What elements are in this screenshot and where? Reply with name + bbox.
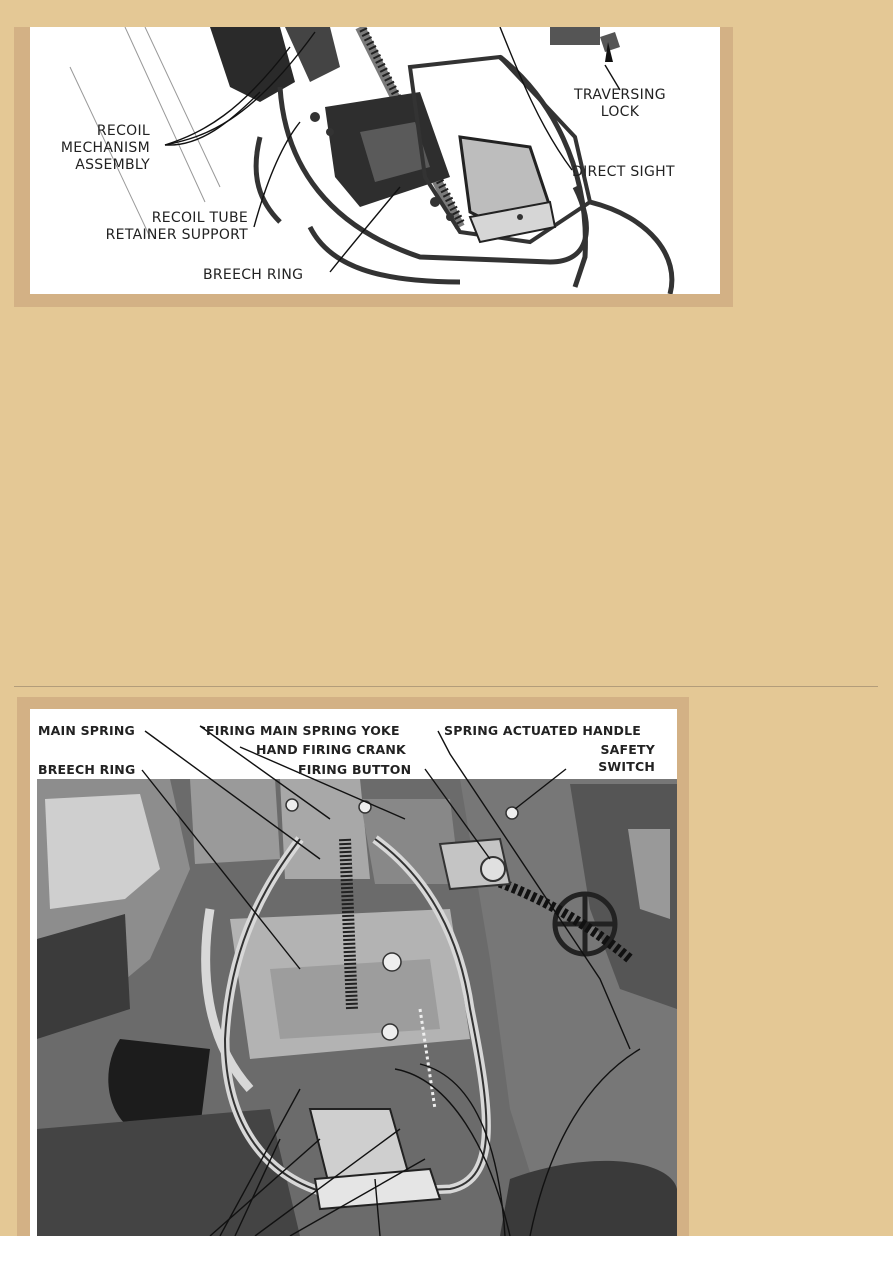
section-divider <box>14 686 878 687</box>
top-figure-plate <box>30 27 720 294</box>
bottom-figure-photo <box>30 709 677 1236</box>
label-breech-ring-bottom: BREECH RING <box>38 762 136 777</box>
label-firing-main-spring-yoke: FIRING MAIN SPRING YOKE <box>206 723 400 738</box>
label-breech-ring-top: BREECH RING <box>203 267 304 283</box>
label-spring-actuated-handle: SPRING ACTUATED HANDLE <box>444 723 642 738</box>
label-traversing-lock: TRAVERSING LOCK <box>574 87 666 120</box>
label-firing-button: FIRING BUTTON <box>298 762 412 777</box>
label-recoil-mechanism-assembly: RECOIL MECHANISM ASSEMBLY <box>60 123 150 173</box>
bottom-figure-plate <box>30 709 677 1236</box>
label-main-spring: MAIN SPRING <box>38 723 135 738</box>
label-hand-firing-crank: HAND FIRING CRANK <box>256 742 406 757</box>
page-bottom-strip <box>0 1236 893 1263</box>
label-safety-switch: SAFETY SWITCH <box>598 742 655 774</box>
label-recoil-tube-retainer-support: RECOIL TUBE RETAINER SUPPORT <box>105 210 248 243</box>
label-direct-sight: DIRECT SIGHT <box>572 164 675 180</box>
